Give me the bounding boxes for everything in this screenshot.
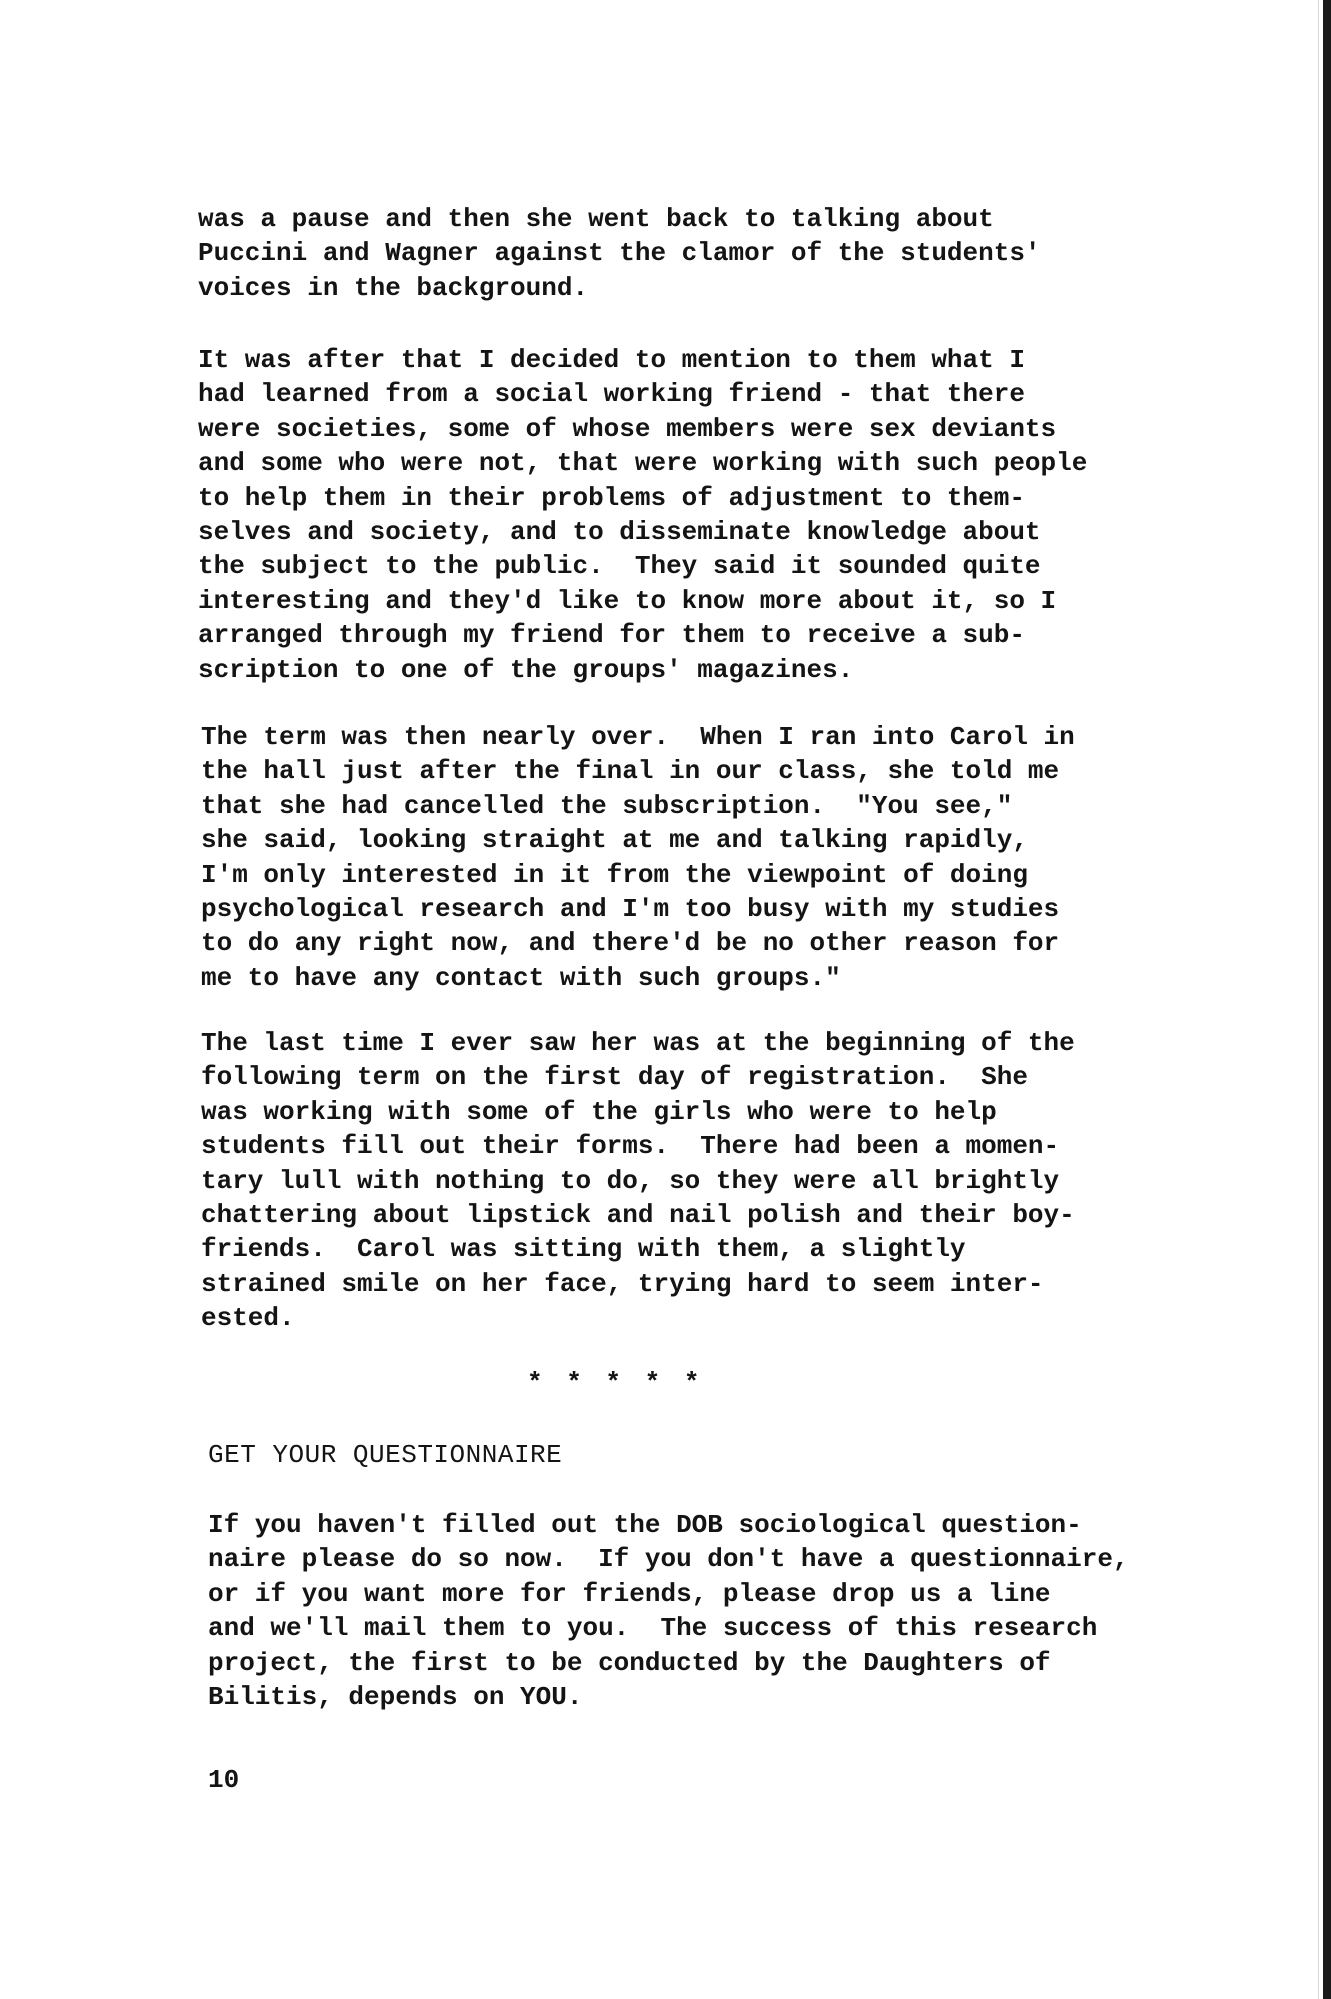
paragraph-continuation bbox=[198, 202, 1041, 305]
text-line: had learned from a social working friend - that there bbox=[198, 379, 1025, 410]
text-line: I'm only interested in it from the viewpoint of doing bbox=[201, 859, 1028, 890]
text-line: selves and society, and to disseminate knowledge about bbox=[198, 517, 1041, 548]
page-edge-line bbox=[1318, 0, 1319, 1999]
text-line: Puccini and Wagner against the clamor of the students' bbox=[198, 238, 1041, 269]
text-line: naire please do so now. If you don't have a questionnaire, bbox=[208, 1544, 1129, 1575]
text-line: project, the first to be conducted by the Daughters of bbox=[208, 1647, 1051, 1678]
paragraph-questionnaire bbox=[208, 1508, 1129, 1714]
text-line: interesting and they'd like to know more about it, so I bbox=[198, 585, 1057, 616]
text-line: The term was then nearly over. When I ran into Carol in bbox=[201, 722, 1075, 752]
text-line: that she had cancelled the subscription. "You see," bbox=[201, 790, 1013, 821]
text-line: the hall just after the final in our class, she told me bbox=[201, 756, 1060, 787]
text-line: the subject to the public. They said it sounded quite bbox=[198, 551, 1041, 582]
paragraph-last-time bbox=[201, 1026, 1075, 1336]
text-line: was a pause and then she went back to talking about bbox=[198, 204, 994, 234]
text-line: she said, looking straight at me and talking rapidly, bbox=[201, 825, 1028, 856]
text-line: chattering about lipstick and nail polish and their boy- bbox=[201, 1200, 1075, 1231]
page-edge-border bbox=[1323, 0, 1331, 1999]
section-separator: * * * * * bbox=[527, 1368, 700, 1398]
paragraph-societies bbox=[198, 343, 1087, 687]
text-line: tary lull with nothing to do, so they were all brightly bbox=[201, 1165, 1060, 1196]
text-line: arranged through my friend for them to receive a sub- bbox=[198, 620, 1025, 651]
text-line: and we'll mail them to you. The success of this research bbox=[208, 1613, 1098, 1644]
text-line: to help them in their problems of adjustment to them- bbox=[198, 482, 1025, 513]
page-number: 10 bbox=[208, 1765, 240, 1795]
text-line: and some who were not, that were working with such people bbox=[198, 448, 1088, 479]
text-line: were societies, some of whose members were sex deviants bbox=[198, 413, 1057, 444]
text-line: scription to one of the groups' magazines. bbox=[198, 654, 854, 685]
section-heading: GET YOUR QUESTIONNAIRE bbox=[208, 1440, 563, 1470]
paragraph-term-over bbox=[201, 720, 1075, 995]
text-line: to do any right now, and there'd be no other reason for bbox=[201, 928, 1060, 959]
text-line: It was after that I decided to mention to them what I bbox=[198, 345, 1025, 375]
text-line: voices in the background. bbox=[198, 272, 589, 303]
text-line: following term on the first day of registration. She bbox=[201, 1062, 1028, 1093]
text-line: The last time I ever saw her was at the beginning of the bbox=[201, 1028, 1075, 1058]
text-line: or if you want more for friends, please drop us a line bbox=[208, 1578, 1051, 1609]
text-line: ested. bbox=[201, 1303, 295, 1334]
text-line: was working with some of the girls who were to help bbox=[201, 1096, 997, 1127]
text-line: me to have any contact with such groups." bbox=[201, 962, 841, 993]
text-line: If you haven't filled out the DOB sociological question- bbox=[208, 1510, 1082, 1540]
text-line: strained smile on her face, trying hard to seem inter- bbox=[201, 1268, 1044, 1299]
text-line: psychological research and I'm too busy with my studies bbox=[201, 894, 1060, 925]
text-line: Bilitis, depends on YOU. bbox=[208, 1682, 583, 1713]
text-line: students fill out their forms. There had been a momen- bbox=[201, 1131, 1060, 1162]
text-line: friends. Carol was sitting with them, a slightly bbox=[201, 1234, 966, 1265]
